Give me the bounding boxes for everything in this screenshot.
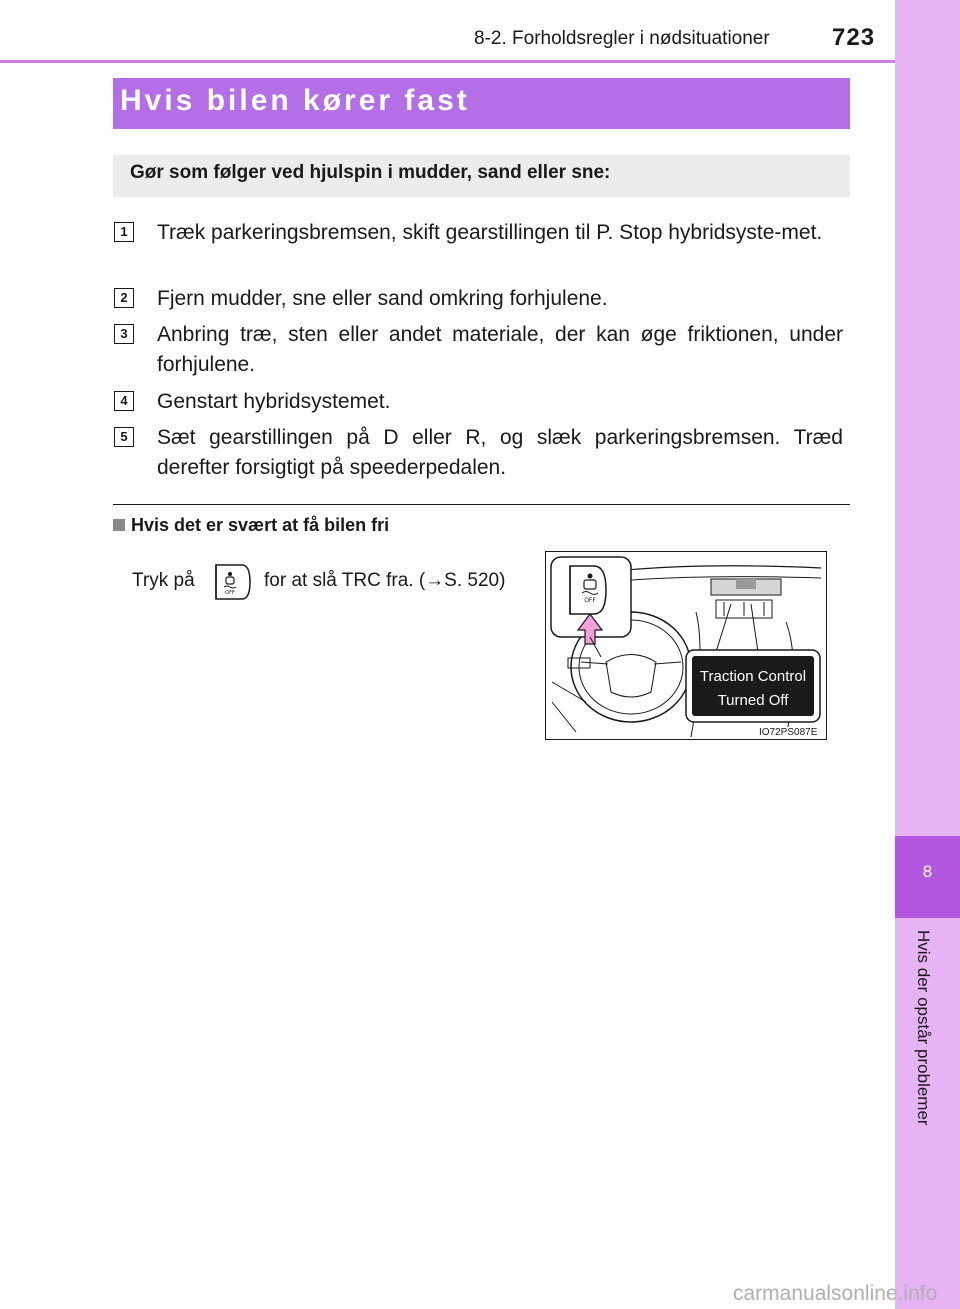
- step-text: Anbring træ, sten eller andet materiale, der kan øge friktionen, under forhjulene.: [157, 323, 843, 376]
- note-heading: [113, 515, 389, 536]
- page-number: 723: [832, 24, 876, 51]
- header-rule: [0, 60, 895, 63]
- trc-off-button-icon: [212, 563, 252, 601]
- dashboard-illustration: [545, 551, 827, 740]
- note-heading-text: Hvis det er svært at få bilen fri: [131, 515, 390, 535]
- note-text-after: for at slå TRC fra. (→S. 520): [264, 570, 506, 591]
- step-text: Genstart hybridsystemet.: [157, 390, 391, 413]
- section-divider: [113, 504, 850, 505]
- step-text: Fjern mudder, sne eller sand omkring forhjulene.: [157, 287, 608, 310]
- header-section-title: 8-2. Forholdsregler i nødsituationer: [474, 28, 770, 49]
- illustration-code: IO72PS087E: [759, 727, 818, 738]
- step-number-badge: 1: [114, 222, 134, 242]
- step-text: Træk parkeringsbremsen, skift gearstillingen til P. Stop hybridsyste-met.: [157, 221, 823, 244]
- trc-button-off-label: OFF: [225, 590, 235, 596]
- step-number-badge: 4: [114, 391, 134, 411]
- step-number-badge: 3: [114, 324, 134, 344]
- chapter-number: 8: [922, 862, 933, 881]
- step-number-badge: 2: [114, 288, 134, 308]
- display-line-2: Turned Off: [717, 692, 789, 709]
- subtitle: Gør som følger ved hjulspin i mudder, sand eller sne:: [130, 162, 611, 183]
- display-line-1: Traction Control: [699, 668, 807, 685]
- section-title: Hvis bilen kører fast: [120, 84, 470, 117]
- step-number-badge: 5: [114, 427, 134, 447]
- dashboard-drawing: [546, 552, 826, 739]
- chapter-label: Hvis der opstår problemer: [914, 930, 933, 1126]
- watermark: carmanualsonline.info: [733, 1282, 938, 1305]
- square-bullet-icon: [113, 519, 125, 531]
- illus-off-label: OFF: [584, 597, 596, 604]
- step-text: Sæt gearstillingen på D eller R, og slæk parkeringsbremsen. Træd derefter forsigtigt på speederpedalen.: [157, 426, 843, 479]
- note-text-before: Tryk på: [132, 570, 195, 591]
